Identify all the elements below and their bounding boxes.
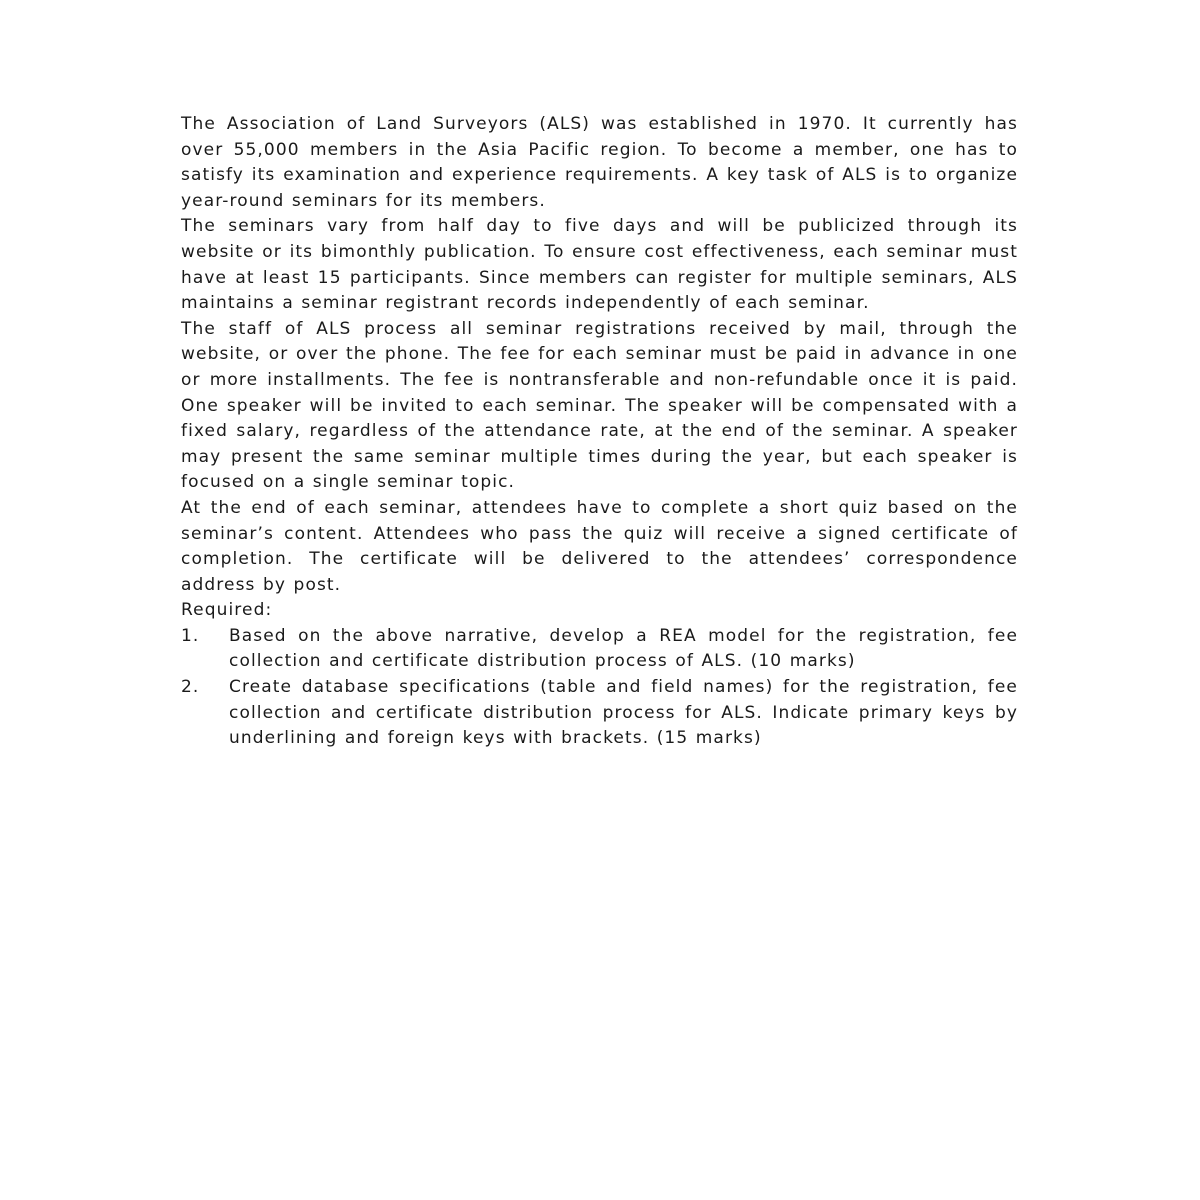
question-number: 2. <box>181 677 200 698</box>
paragraph-quiz-certificate: At the end of each seminar, attendees have to complete a short quiz based on the seminar’s content. Attendees who pass the quiz will receive a signed certificate of completion. The certificate will be delivered to the attendees’ correspondence address by post. <box>181 497 1018 595</box>
question-number: 1. <box>181 625 200 646</box>
question-text: Create database specifications (table and field names) for the registration, fee collection and certificate distribution process for ALS. Indicate primary keys by underlining and foreign keys with brackets. (15 marks) <box>229 677 1018 749</box>
paragraph-als-background: The Association of Land Surveyors (ALS) was established in 1970. It currently has over 55,000 members in the Asia Pacific region. To become a member, one has to satisfy its examination and experience requirements. A key task of ALS is to organize year-round seminars for its members. <box>181 114 1018 211</box>
question-item <box>181 624 1018 675</box>
required-heading: Required: <box>181 600 273 621</box>
paragraph-registration-process: The staff of ALS process all seminar registrations received by mail, through the website, or over the phone. The fee for each seminar must be paid in advance in one or more installments. The fee is nontransferable and non-refundable once it is paid. One speaker will be invited to each seminar. The speaker will be compensated with a fixed salary, regardless of the attendance rate, at the end of the seminar. A speaker may present the same seminar multiple times during the year, but each speaker is focused on a single seminar topic. <box>181 318 1018 493</box>
question-item <box>181 675 1018 752</box>
question-text: Based on the above narrative, develop a REA model for the registration, fee collection and certificate distribution process of ALS. (10 marks) <box>229 625 1018 672</box>
paragraph-seminar-details: The seminars vary from half day to five days and will be publicized through its website or its bimonthly publication. To ensure cost effectiveness, each seminar must have at least 15 participants. Since members can register for multiple seminars, ALS maintains a seminar registrant records independently of each seminar. <box>181 216 1018 314</box>
question-list <box>181 624 1018 752</box>
document-body <box>181 112 1018 752</box>
